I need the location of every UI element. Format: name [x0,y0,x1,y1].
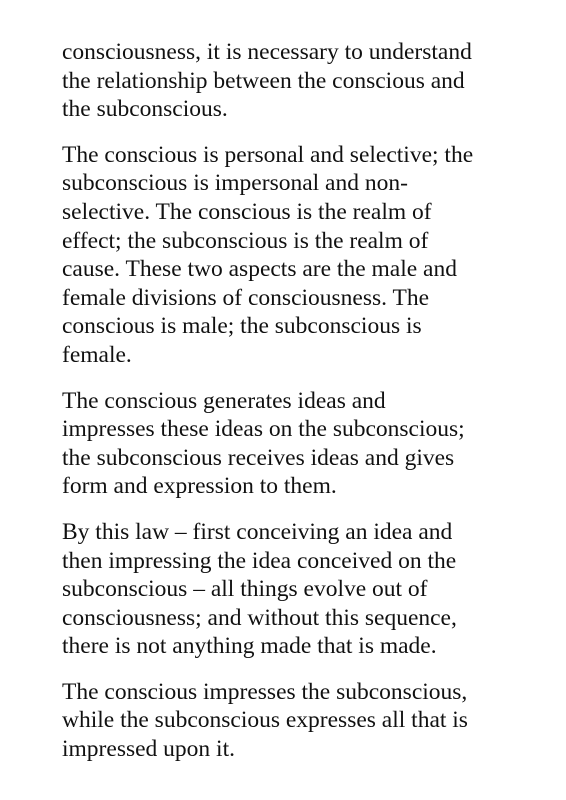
text-line: there is not anything made that is made. [62,633,437,660]
paragraph-4 [62,518,542,661]
text-line: consciousness; and without this sequence, [62,604,457,631]
text-line: impressed upon it. [62,736,235,763]
text-line: female divisions of consciousness. The [62,284,430,311]
text-line: subconscious – all things evolve out of [62,576,428,603]
text-line: cause. These two aspects are the male and [62,256,457,283]
text-line: the subconscious receives ideas and gives [62,444,455,471]
text-line: then impressing the idea conceived on the [62,547,457,574]
paragraph-1 [62,38,542,124]
text-line: female. [62,341,132,368]
text-line: subconscious is impersonal and non- [62,170,408,197]
text-line: the subconscious. [62,96,228,123]
text-line: selective. The conscious is the realm of [62,198,432,225]
text-line: while the subconscious expresses all that is [62,707,468,734]
text-line: The conscious is personal and selective; the [62,141,474,168]
paragraph-2 [62,141,542,370]
paragraph-3 [62,387,542,501]
document-page [62,38,542,764]
text-line: conscious is male; the subconscious is [62,313,422,340]
text-line: The conscious impresses the subconscious, [62,678,468,705]
text-line: consciousness, it is necessary to understand [62,39,472,65]
text-line: form and expression to them. [62,473,337,500]
paragraph-5 [62,678,542,764]
text-line: effect; the subconscious is the realm of [62,227,429,254]
text-line: impresses these ideas on the subconscious; [62,416,465,443]
text-line: the relationship between the conscious and [62,67,465,94]
text-line: By this law – first conceiving an idea and [62,518,453,545]
text-line: The conscious generates ideas and [62,387,386,414]
